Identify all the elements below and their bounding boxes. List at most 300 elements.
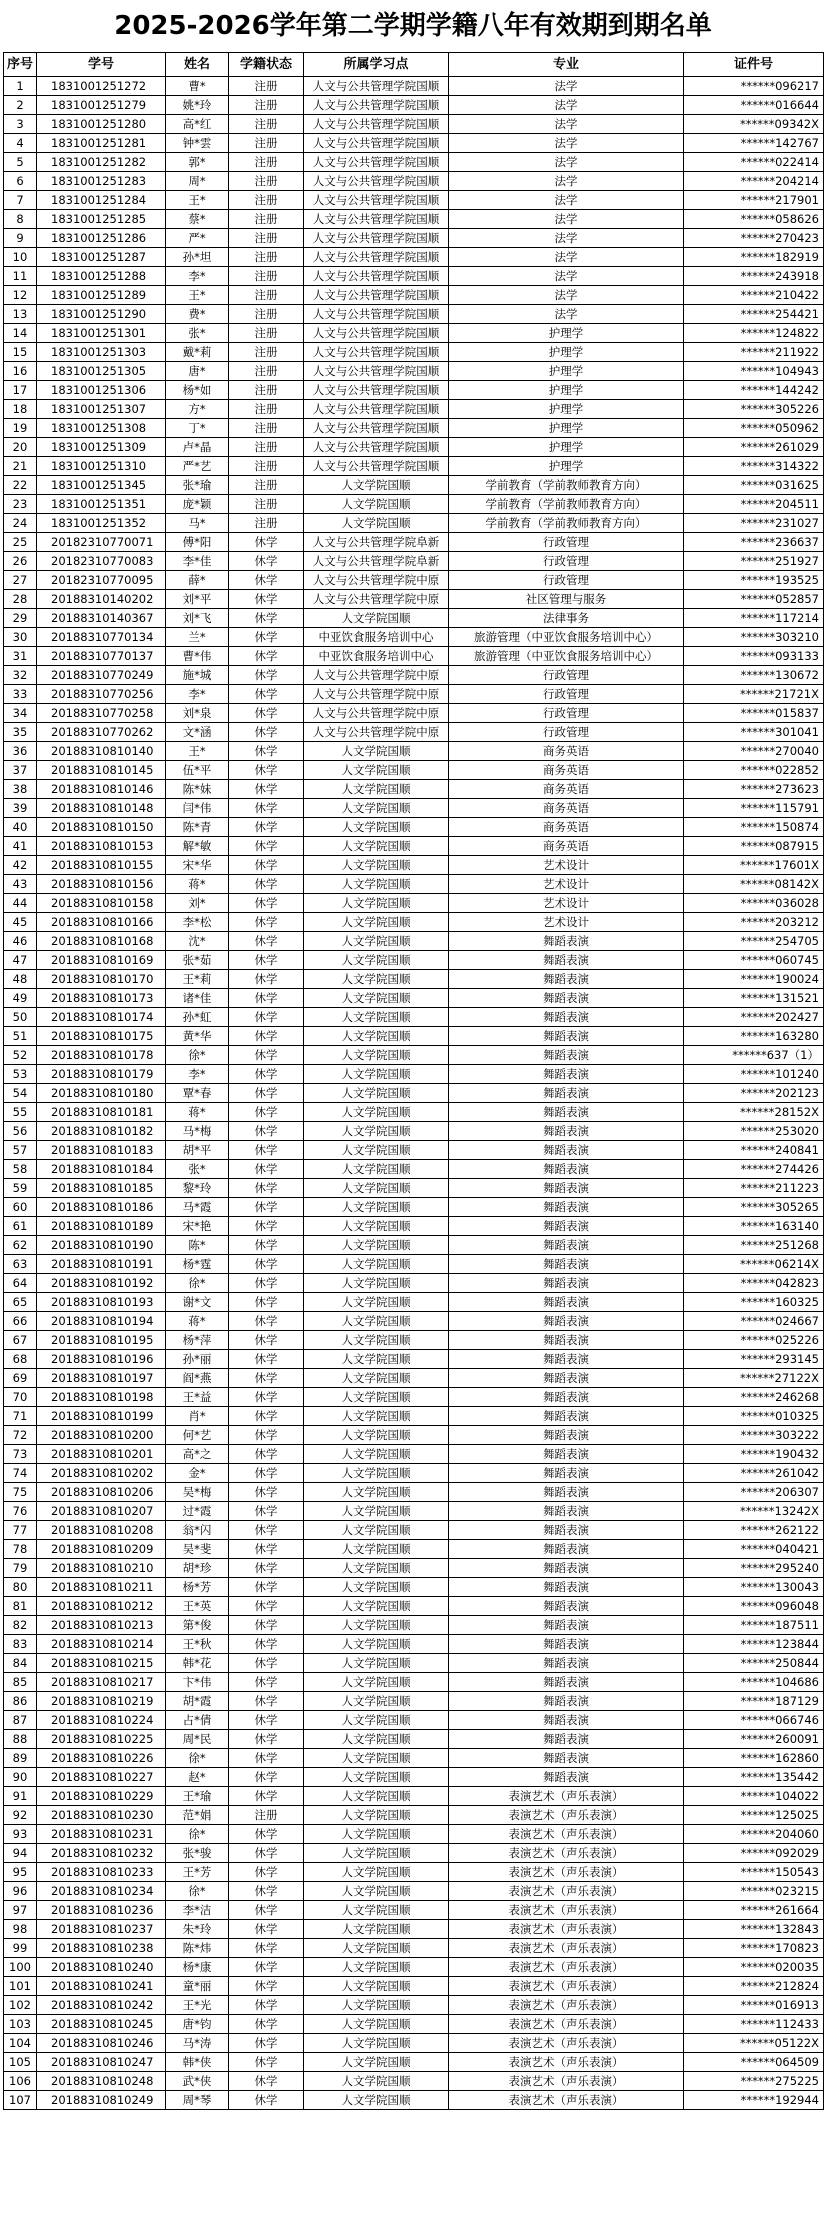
cell-study-center: 人文学院国顺 (304, 1046, 449, 1065)
cell-study-center: 人文学院国顺 (304, 1312, 449, 1331)
cell-id-number: ******142767 (684, 134, 824, 153)
cell-index: 17 (4, 381, 37, 400)
cell-name: 何*艺 (166, 1426, 229, 1445)
cell-id-number: ******024667 (684, 1312, 824, 1331)
cell-id-number: ******112433 (684, 2015, 824, 2034)
cell-id-number: ******212824 (684, 1977, 824, 1996)
cell-index: 60 (4, 1198, 37, 1217)
cell-name: 蔡* (166, 210, 229, 229)
cell-name: 金* (166, 1464, 229, 1483)
cell-study-center: 人文学院国顺 (304, 1483, 449, 1502)
table-row (4, 1939, 824, 1958)
cell-status: 休学 (229, 1008, 304, 1027)
cell-major: 舞蹈表演 (449, 1692, 684, 1711)
cell-name: 李* (166, 1065, 229, 1084)
cell-index: 31 (4, 647, 37, 666)
cell-name: 陈*妹 (166, 780, 229, 799)
cell-study-center: 人文学院国顺 (304, 780, 449, 799)
cell-index: 71 (4, 1407, 37, 1426)
cell-student-id: 1831001251281 (37, 134, 166, 153)
cell-status: 注册 (229, 400, 304, 419)
cell-major: 舞蹈表演 (449, 1160, 684, 1179)
cell-major: 法学 (449, 191, 684, 210)
cell-status: 休学 (229, 1445, 304, 1464)
cell-student-id: 20188310770249 (37, 666, 166, 685)
cell-student-id: 20188310810248 (37, 2072, 166, 2091)
cell-major: 艺术设计 (449, 875, 684, 894)
cell-major: 表演艺术（声乐表演） (449, 2053, 684, 2072)
cell-major: 舞蹈表演 (449, 1749, 684, 1768)
cell-status: 休学 (229, 856, 304, 875)
cell-major: 舞蹈表演 (449, 1540, 684, 1559)
cell-index: 73 (4, 1445, 37, 1464)
cell-index: 44 (4, 894, 37, 913)
cell-student-id: 20188310810246 (37, 2034, 166, 2053)
cell-index: 40 (4, 818, 37, 837)
cell-status: 休学 (229, 590, 304, 609)
cell-id-number: ******104022 (684, 1787, 824, 1806)
cell-id-number: ******08142X (684, 875, 824, 894)
cell-student-id: 20188310810178 (37, 1046, 166, 1065)
table-row (4, 1027, 824, 1046)
cell-major: 舞蹈表演 (449, 1464, 684, 1483)
cell-id-number: ******016913 (684, 1996, 824, 2015)
cell-name: 翁*闪 (166, 1521, 229, 1540)
cell-name: 李*松 (166, 913, 229, 932)
cell-major: 舞蹈表演 (449, 1179, 684, 1198)
cell-major: 表演艺术（声乐表演） (449, 1996, 684, 2015)
cell-index: 61 (4, 1217, 37, 1236)
cell-index: 83 (4, 1635, 37, 1654)
cell-id-number: ******060745 (684, 951, 824, 970)
cell-student-id: 20188310810226 (37, 1749, 166, 1768)
cell-study-center: 人文学院国顺 (304, 1122, 449, 1141)
cell-index: 92 (4, 1806, 37, 1825)
cell-name: 宋*华 (166, 856, 229, 875)
cell-study-center: 人文学院国顺 (304, 875, 449, 894)
cell-student-id: 1831001251301 (37, 324, 166, 343)
cell-status: 注册 (229, 343, 304, 362)
cell-name: 王* (166, 191, 229, 210)
cell-major: 行政管理 (449, 666, 684, 685)
cell-name: 蒋* (166, 1312, 229, 1331)
cell-status: 注册 (229, 191, 304, 210)
cell-status: 休学 (229, 1293, 304, 1312)
table-row (4, 609, 824, 628)
cell-major: 表演艺术（声乐表演） (449, 2091, 684, 2110)
cell-name: 王* (166, 286, 229, 305)
cell-student-id: 20188310810200 (37, 1426, 166, 1445)
cell-study-center: 人文学院国顺 (304, 1350, 449, 1369)
cell-major: 表演艺术（声乐表演） (449, 2072, 684, 2091)
cell-status: 注册 (229, 229, 304, 248)
cell-id-number: ******261029 (684, 438, 824, 457)
cell-student-id: 20188310810145 (37, 761, 166, 780)
cell-study-center: 人文与公共管理学院国顺 (304, 153, 449, 172)
cell-major: 表演艺术（声乐表演） (449, 1825, 684, 1844)
cell-student-id: 20188310810170 (37, 970, 166, 989)
table-row (4, 1084, 824, 1103)
cell-name: 孙*丽 (166, 1350, 229, 1369)
cell-id-number: ******010325 (684, 1407, 824, 1426)
cell-id-number: ******104943 (684, 362, 824, 381)
cell-id-number: ******262122 (684, 1521, 824, 1540)
cell-index: 11 (4, 267, 37, 286)
cell-name: 李* (166, 685, 229, 704)
cell-study-center: 人文学院国顺 (304, 1863, 449, 1882)
cell-status: 休学 (229, 1559, 304, 1578)
cell-index: 70 (4, 1388, 37, 1407)
cell-major: 法学 (449, 248, 684, 267)
cell-status: 注册 (229, 96, 304, 115)
header-student-id: 学号 (37, 53, 166, 77)
table-row (4, 134, 824, 153)
cell-status: 休学 (229, 1065, 304, 1084)
cell-status: 休学 (229, 742, 304, 761)
cell-study-center: 人文学院国顺 (304, 1578, 449, 1597)
cell-name: 杨*萍 (166, 1331, 229, 1350)
cell-study-center: 人文学院国顺 (304, 1958, 449, 1977)
cell-index: 12 (4, 286, 37, 305)
cell-student-id: 20188310810189 (37, 1217, 166, 1236)
cell-study-center: 人文与公共管理学院中原 (304, 704, 449, 723)
cell-name: 姚*玲 (166, 96, 229, 115)
table-row (4, 1787, 824, 1806)
cell-index: 45 (4, 913, 37, 932)
cell-student-id: 20188310810215 (37, 1654, 166, 1673)
header-name: 姓名 (166, 53, 229, 77)
cell-id-number: ******301041 (684, 723, 824, 742)
cell-status: 休学 (229, 761, 304, 780)
cell-name: 张*茹 (166, 951, 229, 970)
table-row (4, 248, 824, 267)
cell-student-id: 1831001251280 (37, 115, 166, 134)
cell-student-id: 20188310810230 (37, 1806, 166, 1825)
cell-index: 37 (4, 761, 37, 780)
cell-name: 马*梅 (166, 1122, 229, 1141)
cell-status: 休学 (229, 1730, 304, 1749)
cell-name: 高*红 (166, 115, 229, 134)
cell-index: 53 (4, 1065, 37, 1084)
cell-id-number: ******236637 (684, 533, 824, 552)
table-row (4, 1540, 824, 1559)
table-row (4, 837, 824, 856)
cell-id-number: ******064509 (684, 2053, 824, 2072)
cell-study-center: 人文学院国顺 (304, 1236, 449, 1255)
cell-index: 24 (4, 514, 37, 533)
cell-index: 39 (4, 799, 37, 818)
cell-index: 96 (4, 1882, 37, 1901)
cell-major: 舞蹈表演 (449, 1103, 684, 1122)
cell-study-center: 人文学院国顺 (304, 1008, 449, 1027)
cell-study-center: 人文学院国顺 (304, 742, 449, 761)
cell-major: 表演艺术（声乐表演） (449, 1901, 684, 1920)
cell-status: 注册 (229, 514, 304, 533)
cell-student-id: 20188310810213 (37, 1616, 166, 1635)
cell-name: 张*瑜 (166, 476, 229, 495)
table-row (4, 1635, 824, 1654)
table-row (4, 381, 824, 400)
cell-id-number: ******093133 (684, 647, 824, 666)
cell-major: 法学 (449, 286, 684, 305)
cell-name: 第*俊 (166, 1616, 229, 1635)
cell-status: 休学 (229, 951, 304, 970)
cell-id-number: ******144242 (684, 381, 824, 400)
cell-major: 法学 (449, 96, 684, 115)
cell-student-id: 20188310810186 (37, 1198, 166, 1217)
cell-name: 王*莉 (166, 970, 229, 989)
cell-student-id: 1831001251306 (37, 381, 166, 400)
cell-student-id: 20188310140202 (37, 590, 166, 609)
cell-name: 严* (166, 229, 229, 248)
table-row (4, 1559, 824, 1578)
cell-study-center: 人文与公共管理学院国顺 (304, 457, 449, 476)
cell-status: 休学 (229, 647, 304, 666)
cell-status: 休学 (229, 704, 304, 723)
table-row (4, 628, 824, 647)
cell-status: 休学 (229, 1901, 304, 1920)
cell-index: 104 (4, 2034, 37, 2053)
cell-id-number: ******052857 (684, 590, 824, 609)
cell-study-center: 人文与公共管理学院国顺 (304, 400, 449, 419)
cell-major: 行政管理 (449, 704, 684, 723)
cell-index: 13 (4, 305, 37, 324)
cell-major: 行政管理 (449, 552, 684, 571)
cell-status: 注册 (229, 381, 304, 400)
table-row (4, 153, 824, 172)
cell-major: 学前教育（学前教师教育方向） (449, 495, 684, 514)
cell-name: 吴*梅 (166, 1483, 229, 1502)
cell-student-id: 20188310810155 (37, 856, 166, 875)
cell-student-id: 1831001251352 (37, 514, 166, 533)
cell-status: 注册 (229, 210, 304, 229)
cell-name: 杨*如 (166, 381, 229, 400)
cell-index: 2 (4, 96, 37, 115)
cell-status: 休学 (229, 1331, 304, 1350)
cell-id-number: ******022414 (684, 153, 824, 172)
table-row (4, 761, 824, 780)
cell-index: 80 (4, 1578, 37, 1597)
table-row (4, 1445, 824, 1464)
cell-study-center: 人文学院国顺 (304, 1654, 449, 1673)
cell-student-id: 20188310810245 (37, 2015, 166, 2034)
cell-study-center: 人文学院国顺 (304, 1445, 449, 1464)
table-row (4, 1426, 824, 1445)
cell-status: 休学 (229, 1616, 304, 1635)
cell-status: 休学 (229, 1768, 304, 1787)
cell-id-number: ******261042 (684, 1464, 824, 1483)
table-row (4, 1502, 824, 1521)
cell-major: 舞蹈表演 (449, 1008, 684, 1027)
table-row (4, 571, 824, 590)
table-row (4, 77, 824, 96)
table-row (4, 343, 824, 362)
cell-status: 休学 (229, 1046, 304, 1065)
cell-student-id: 20182310770071 (37, 533, 166, 552)
cell-major: 法学 (449, 115, 684, 134)
cell-index: 1 (4, 77, 37, 96)
cell-student-id: 20188310810173 (37, 989, 166, 1008)
cell-study-center: 人文与公共管理学院阜新 (304, 552, 449, 571)
cell-name: 解*敏 (166, 837, 229, 856)
cell-study-center: 人文学院国顺 (304, 2091, 449, 2110)
cell-status: 休学 (229, 989, 304, 1008)
cell-id-number: ******101240 (684, 1065, 824, 1084)
cell-index: 58 (4, 1160, 37, 1179)
cell-major: 商务英语 (449, 818, 684, 837)
cell-major: 舞蹈表演 (449, 1654, 684, 1673)
cell-id-number: ******131521 (684, 989, 824, 1008)
cell-index: 14 (4, 324, 37, 343)
cell-study-center: 中亚饮食服务培训中心 (304, 628, 449, 647)
cell-name: 高*之 (166, 1445, 229, 1464)
cell-study-center: 人文学院国顺 (304, 913, 449, 932)
cell-major: 法学 (449, 229, 684, 248)
table-row (4, 1578, 824, 1597)
cell-id-number: ******637（1） (684, 1046, 824, 1065)
table-row (4, 1160, 824, 1179)
cell-study-center: 人文学院国顺 (304, 2034, 449, 2053)
cell-major: 舞蹈表演 (449, 1369, 684, 1388)
cell-major: 舞蹈表演 (449, 1046, 684, 1065)
table-row (4, 1901, 824, 1920)
table-row (4, 1179, 824, 1198)
cell-name: 蒋* (166, 1103, 229, 1122)
cell-index: 90 (4, 1768, 37, 1787)
cell-index: 54 (4, 1084, 37, 1103)
cell-student-id: 20188310770256 (37, 685, 166, 704)
cell-study-center: 人文学院国顺 (304, 1920, 449, 1939)
cell-id-number: ******150874 (684, 818, 824, 837)
cell-name: 张*骏 (166, 1844, 229, 1863)
cell-study-center: 人文学院国顺 (304, 1901, 449, 1920)
cell-status: 休学 (229, 1141, 304, 1160)
cell-study-center: 人文学院国顺 (304, 970, 449, 989)
table-row (4, 1103, 824, 1122)
cell-status: 休学 (229, 1939, 304, 1958)
cell-index: 76 (4, 1502, 37, 1521)
cell-id-number: ******314322 (684, 457, 824, 476)
cell-status: 休学 (229, 1578, 304, 1597)
cell-major: 行政管理 (449, 533, 684, 552)
cell-major: 舞蹈表演 (449, 1426, 684, 1445)
cell-status: 休学 (229, 1502, 304, 1521)
cell-student-id: 20188310810199 (37, 1407, 166, 1426)
table-row (4, 818, 824, 837)
cell-index: 69 (4, 1369, 37, 1388)
cell-status: 休学 (229, 1635, 304, 1654)
cell-major: 舞蹈表演 (449, 1236, 684, 1255)
table-row (4, 1274, 824, 1293)
cell-study-center: 人文与公共管理学院国顺 (304, 134, 449, 153)
table-row (4, 1008, 824, 1027)
cell-status: 休学 (229, 1749, 304, 1768)
table-row (4, 1730, 824, 1749)
table-row (4, 1806, 824, 1825)
cell-name: 覃*春 (166, 1084, 229, 1103)
cell-major: 舞蹈表演 (449, 1084, 684, 1103)
cell-name: 童*丽 (166, 1977, 229, 1996)
cell-study-center: 人文学院国顺 (304, 1787, 449, 1806)
cell-status: 休学 (229, 780, 304, 799)
cell-major: 行政管理 (449, 723, 684, 742)
cell-name: 胡*珍 (166, 1559, 229, 1578)
cell-student-id: 1831001251307 (37, 400, 166, 419)
cell-index: 22 (4, 476, 37, 495)
cell-index: 84 (4, 1654, 37, 1673)
table-row (4, 1236, 824, 1255)
cell-student-id: 20188310810247 (37, 2053, 166, 2072)
cell-index: 82 (4, 1616, 37, 1635)
cell-major: 舞蹈表演 (449, 951, 684, 970)
cell-status: 注册 (229, 419, 304, 438)
cell-major: 舞蹈表演 (449, 989, 684, 1008)
table-row (4, 723, 824, 742)
table-row (4, 2015, 824, 2034)
cell-status: 休学 (229, 970, 304, 989)
table-row (4, 172, 824, 191)
cell-status: 休学 (229, 1312, 304, 1331)
cell-status: 休学 (229, 723, 304, 742)
cell-index: 78 (4, 1540, 37, 1559)
cell-student-id: 1831001251288 (37, 267, 166, 286)
cell-id-number: ******206307 (684, 1483, 824, 1502)
cell-student-id: 20188310810241 (37, 1977, 166, 1996)
cell-name: 唐* (166, 362, 229, 381)
cell-name: 胡*平 (166, 1141, 229, 1160)
cell-student-id: 20188310810202 (37, 1464, 166, 1483)
cell-student-id: 20188310810180 (37, 1084, 166, 1103)
cell-status: 休学 (229, 2034, 304, 2053)
cell-study-center: 人文学院国顺 (304, 856, 449, 875)
cell-major: 商务英语 (449, 837, 684, 856)
cell-status: 休学 (229, 1692, 304, 1711)
cell-status: 休学 (229, 799, 304, 818)
cell-student-id: 20188310810227 (37, 1768, 166, 1787)
cell-id-number: ******135442 (684, 1768, 824, 1787)
table-row (4, 457, 824, 476)
cell-study-center: 人文学院国顺 (304, 1179, 449, 1198)
cell-study-center: 人文学院国顺 (304, 894, 449, 913)
cell-student-id: 20188310810238 (37, 1939, 166, 1958)
cell-major: 舞蹈表演 (449, 1616, 684, 1635)
cell-id-number: ******203212 (684, 913, 824, 932)
cell-index: 98 (4, 1920, 37, 1939)
cell-index: 41 (4, 837, 37, 856)
table-row (4, 115, 824, 134)
cell-status: 休学 (229, 1958, 304, 1977)
cell-id-number: ******125025 (684, 1806, 824, 1825)
cell-id-number: ******293145 (684, 1350, 824, 1369)
cell-index: 103 (4, 2015, 37, 2034)
cell-study-center: 人文学院国顺 (304, 837, 449, 856)
cell-index: 28 (4, 590, 37, 609)
cell-index: 64 (4, 1274, 37, 1293)
cell-status: 休学 (229, 552, 304, 571)
cell-id-number: ******303222 (684, 1426, 824, 1445)
cell-name: 孙*虹 (166, 1008, 229, 1027)
cell-index: 67 (4, 1331, 37, 1350)
table-row (4, 1312, 824, 1331)
table-row (4, 666, 824, 685)
cell-study-center: 人文学院国顺 (304, 495, 449, 514)
cell-id-number: ******28152X (684, 1103, 824, 1122)
cell-index: 9 (4, 229, 37, 248)
cell-major: 舞蹈表演 (449, 1635, 684, 1654)
header-study-center: 所属学习点 (304, 53, 449, 77)
cell-study-center: 人文学院国顺 (304, 1065, 449, 1084)
cell-study-center: 人文学院国顺 (304, 1749, 449, 1768)
